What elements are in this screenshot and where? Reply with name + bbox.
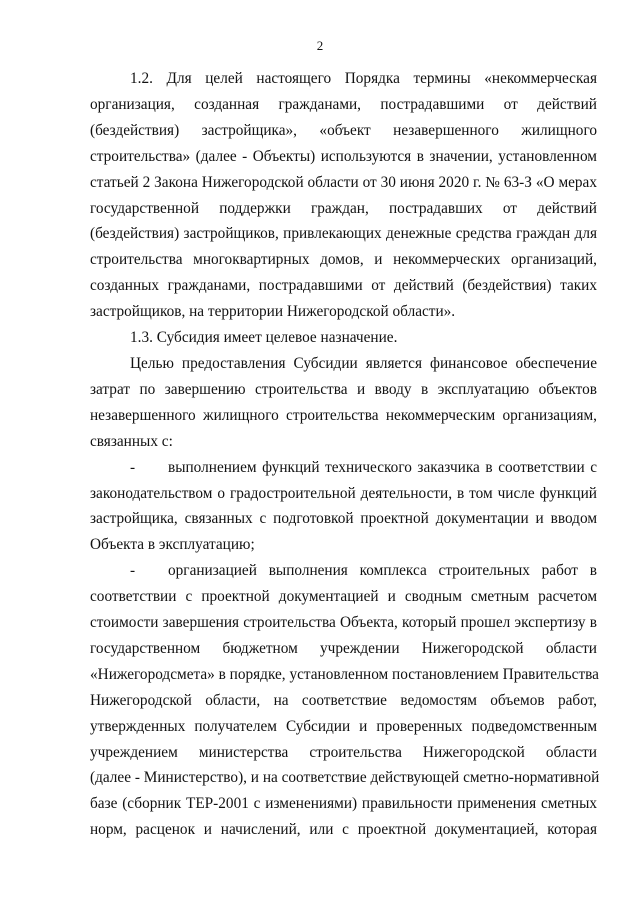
text-line: незавершенного жилищного строительства некоммерческим организациям, — [90, 406, 597, 424]
list-item-construction-works — [90, 558, 600, 843]
document-body — [90, 66, 600, 843]
text-line: базе (сборник ТЕР-2001 с изменениями) правильности применения сметных — [90, 795, 597, 813]
text-line: созданных гражданами, пострадавшими от действий (бездействия) таких — [90, 277, 597, 295]
text-line: (бездействия) застройщиков, привлекающих денежные средства граждан для — [90, 225, 597, 243]
text-line: 1.3. Субсидия имеет целевое назначение. — [130, 329, 398, 347]
text-line: (далее - Министерство), и на соответствие действующей сметно-нормативной — [90, 769, 600, 787]
text-line: утвержденных получателем Субсидии и проверенных подведомственным — [90, 717, 597, 735]
text-line: затрат по завершению строительства и вводу в эксплуатацию объектов — [90, 380, 597, 398]
text-line: учреждением министерства строительства Нижегородской области — [90, 743, 597, 761]
text-line: строительства многоквартирных домов, и некоммерческих организаций, — [90, 251, 597, 269]
text-line: строительства» (далее - Объекты) используются в значении, установленном — [90, 147, 597, 165]
bullet-first-line — [90, 558, 597, 584]
dash-marker: - — [130, 562, 136, 580]
text-line: статьей 2 Закона Нижегородской области от 30 июня 2020 г. № 63-З «О мерах — [90, 173, 597, 191]
text-line: связанных с: — [90, 432, 173, 450]
paragraph-goal — [90, 351, 597, 455]
bullet-first-line — [90, 455, 597, 481]
text-line: застройщиков, на территории Нижегородской области». — [90, 303, 456, 321]
text-line: организацией выполнения комплекса строительных работ в — [168, 562, 597, 580]
text-line: Целью предоставления Субсидии является финансовое обеспечение — [130, 354, 597, 372]
page-number: 2 — [316, 38, 324, 53]
dash-marker: - — [130, 458, 136, 476]
text-line: (бездействия) застройщика», «объект незавершенного жилищного — [90, 121, 597, 139]
paragraph-1-2 — [90, 66, 597, 325]
paragraph-1-3 — [90, 325, 597, 351]
text-line: Объекта в эксплуатацию; — [90, 536, 255, 554]
text-line: соответствии с проектной документацией и сводным сметным расчетом — [90, 588, 597, 606]
text-line: организация, созданная гражданами, пострадавшими от действий — [90, 95, 597, 113]
text-line: «Нижегородсмета» в порядке, установленном постановлением Правительства — [90, 665, 599, 683]
text-line: выполнением функций технического заказчика в соответствии с — [168, 458, 597, 476]
text-line: норм, расценок и начислений, или с проектной документацией, которая — [90, 821, 597, 839]
text-line: Нижегородской области, на соответствие ведомостям объемов работ, — [90, 691, 597, 709]
list-item-technical-customer — [90, 455, 597, 559]
text-line: государственном бюджетном учреждении Нижегородской области — [90, 639, 597, 657]
text-line: застройщика, связанных с подготовкой проектной документации и вводом — [90, 510, 597, 528]
text-line: законодательством о градостроительной деятельности, в том числе функций — [90, 484, 597, 502]
text-line: 1.2. Для целей настоящего Порядка термины «некоммерческая — [130, 70, 597, 87]
text-line: стоимости завершения строительства Объекта, который прошел экспертизу в — [90, 614, 597, 632]
text-line: государственной поддержки граждан, пострадавших от действий — [90, 199, 597, 217]
